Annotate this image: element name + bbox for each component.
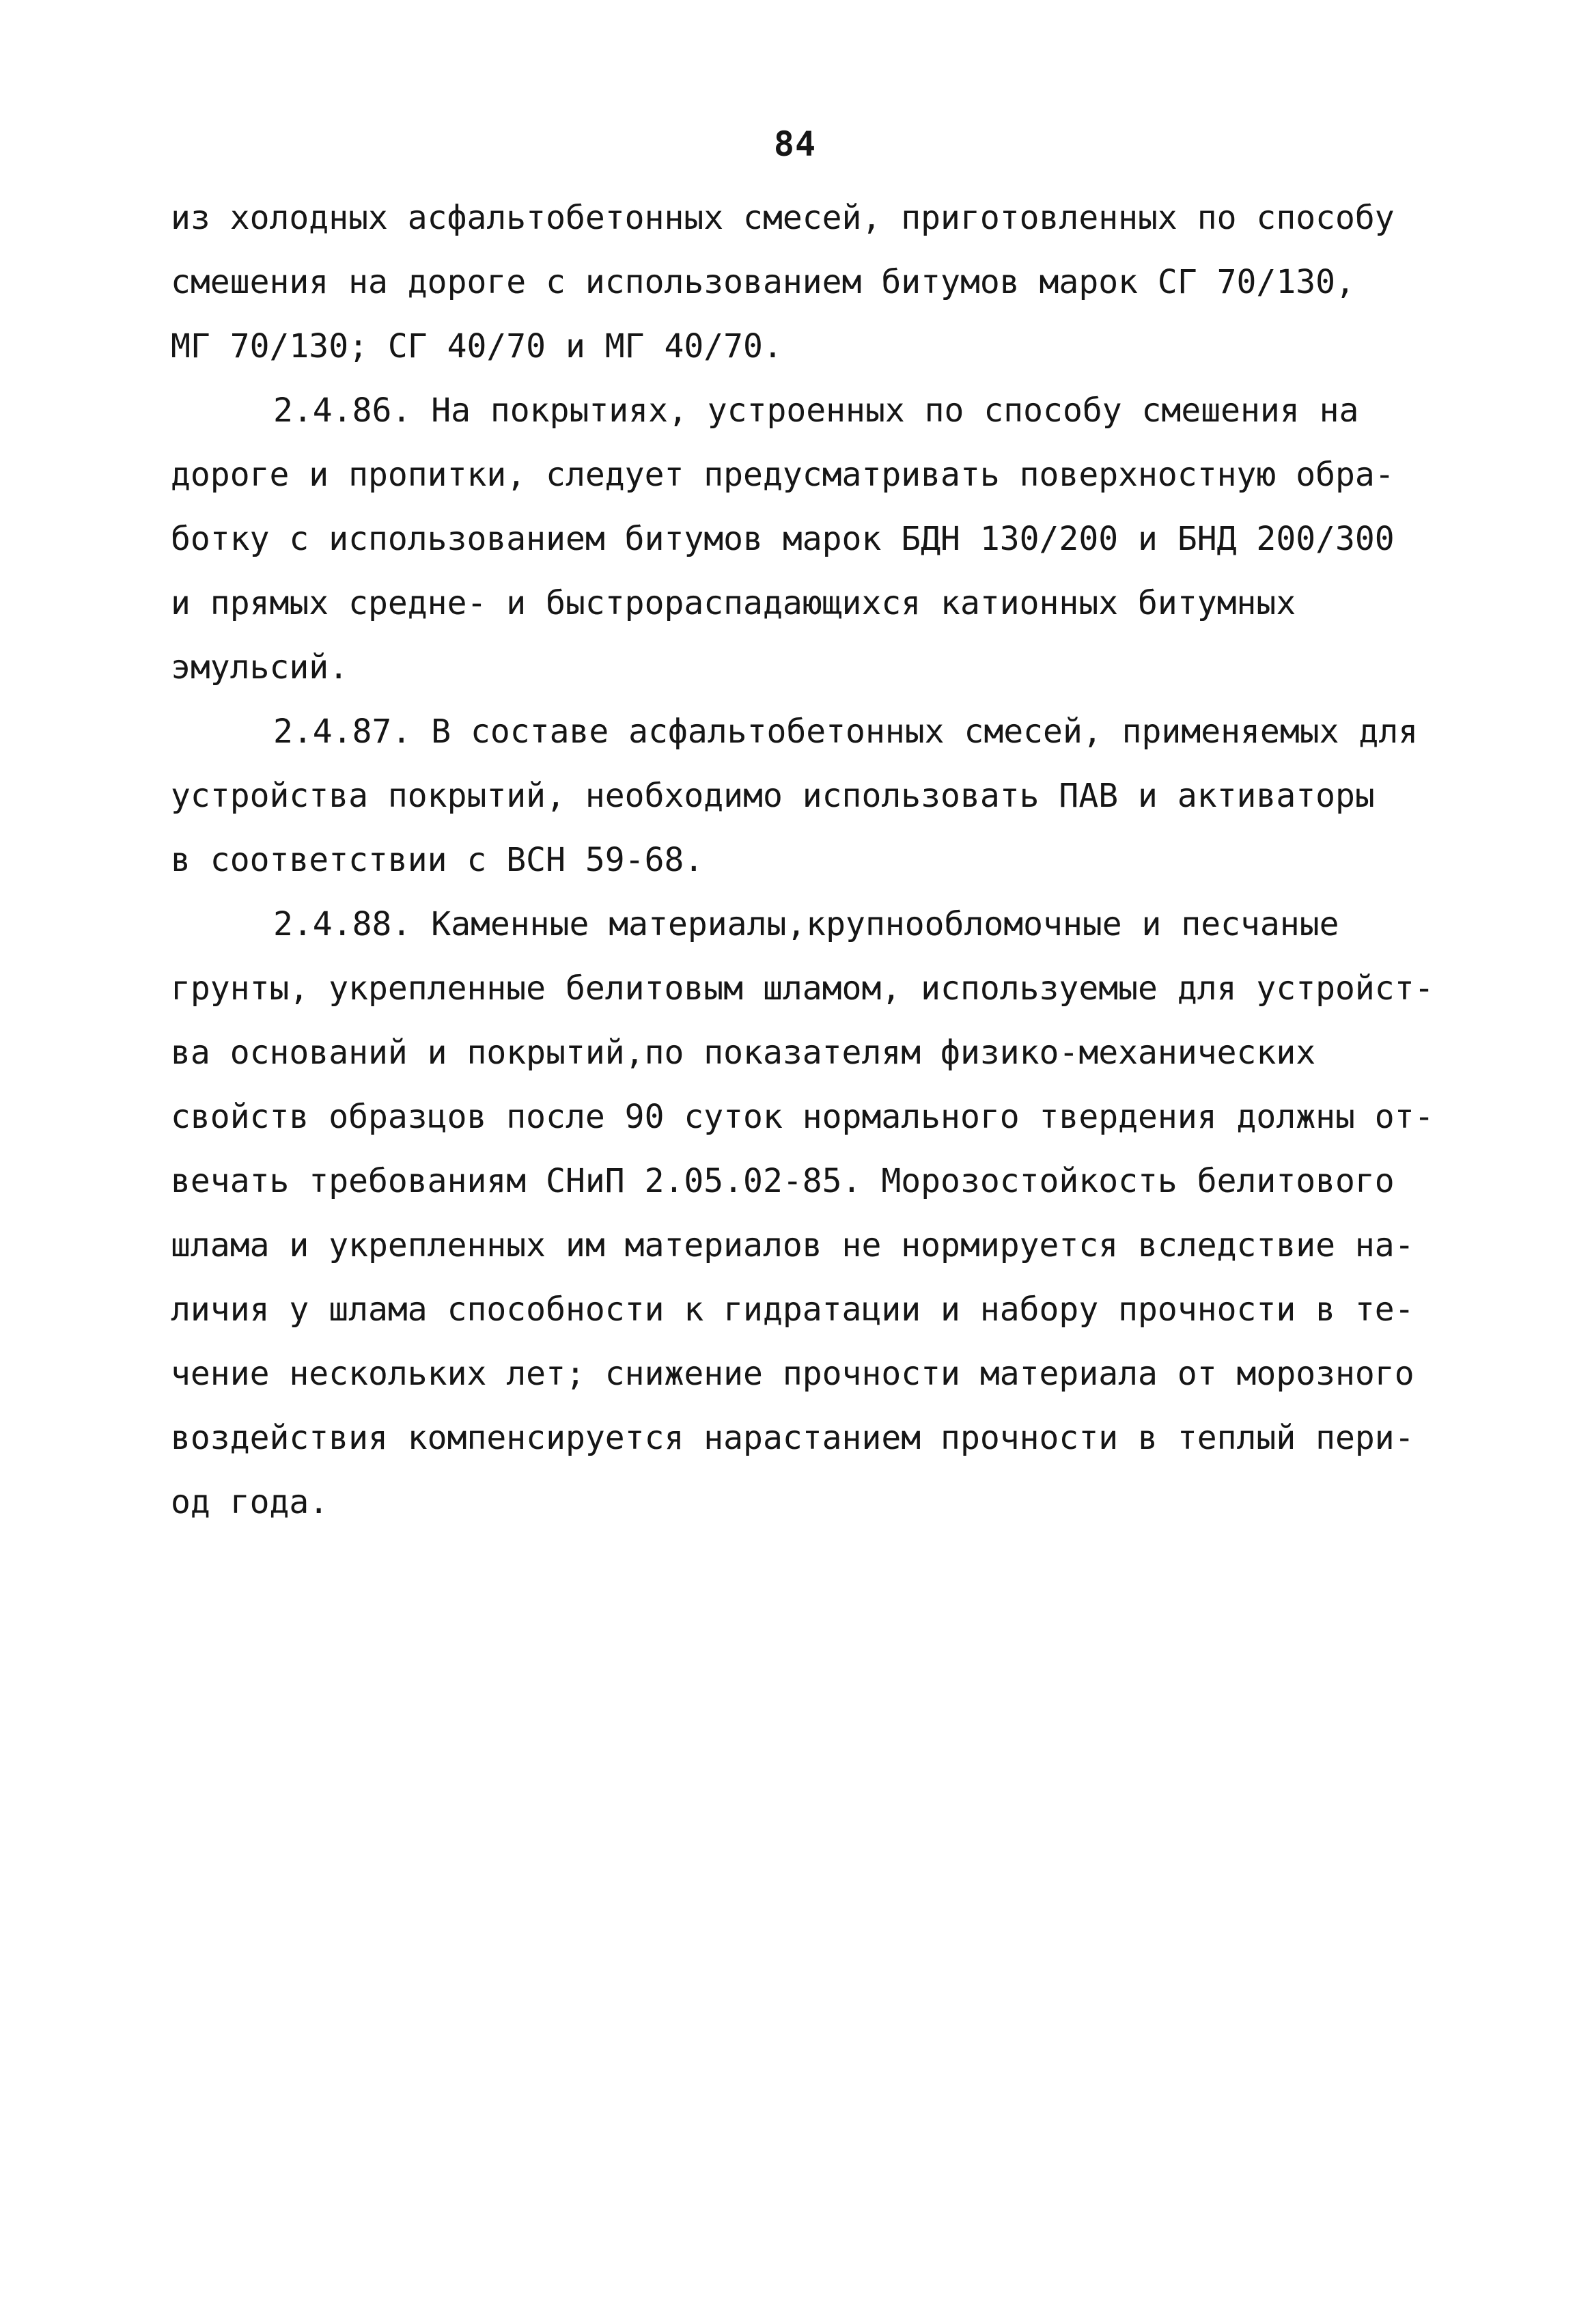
text-line: и прямых средне- и быстрораспадающихся катионных битумных xyxy=(171,584,1296,622)
text-line: дороге и пропитки, следует предусматривать поверхностную обра- xyxy=(171,456,1395,494)
text-line: вечать требованиям СНиП 2.05.02-85. Морозостойкость белитового xyxy=(171,1162,1395,1200)
paragraph-first-line: 2.4.86. На покрытиях, устроенных по способу смешения на xyxy=(273,391,1359,430)
paragraph-first-line: 2.4.88. Каменные материалы,крупнообломочные и песчаные xyxy=(273,905,1339,943)
text-line: воздействия компенсируется нарастанием прочности в теплый пери- xyxy=(171,1419,1414,1457)
text-line: грунты, укрепленные белитовым шламом, используемые для устройст- xyxy=(171,969,1434,1008)
paragraph-first-line: 2.4.87. В составе асфальтобетонных смесей, применяемых для xyxy=(273,713,1419,751)
text-line: од года. xyxy=(171,1483,329,1521)
text-line: ботку с использованием битумов марок БДН 130/200 и БНД 200/300 xyxy=(171,520,1395,558)
page-number: 84 xyxy=(773,124,817,164)
text-line: устройства покрытий, необходимо использовать ПАВ и активаторы xyxy=(171,777,1375,815)
text-line: из холодных асфальтобетонных смесей, приготовленных по способу xyxy=(171,199,1395,237)
text-line: свойств образцов после 90 суток нормального твердения должны от- xyxy=(171,1098,1434,1136)
text-line: шлама и укрепленных им материалов не нормируется вследствие на- xyxy=(171,1226,1414,1264)
text-line: эмульсий. xyxy=(171,648,349,687)
text-line: смешения на дороге с использованием битумов марок СГ 70/130, xyxy=(171,263,1355,301)
text-line: ва оснований и покрытий,по показателям физико-механических xyxy=(171,1034,1316,1072)
text-line: в соответствии с ВСН 59-68. xyxy=(171,841,704,879)
text-line: личия у шлама способности к гидратации и набору прочности в те- xyxy=(171,1290,1414,1329)
text-line: чение нескольких лет; снижение прочности материала от морозного xyxy=(171,1355,1414,1393)
body-text xyxy=(171,186,1468,1534)
text-line: МГ 70/130; СГ 40/70 и МГ 40/70. xyxy=(171,327,783,365)
